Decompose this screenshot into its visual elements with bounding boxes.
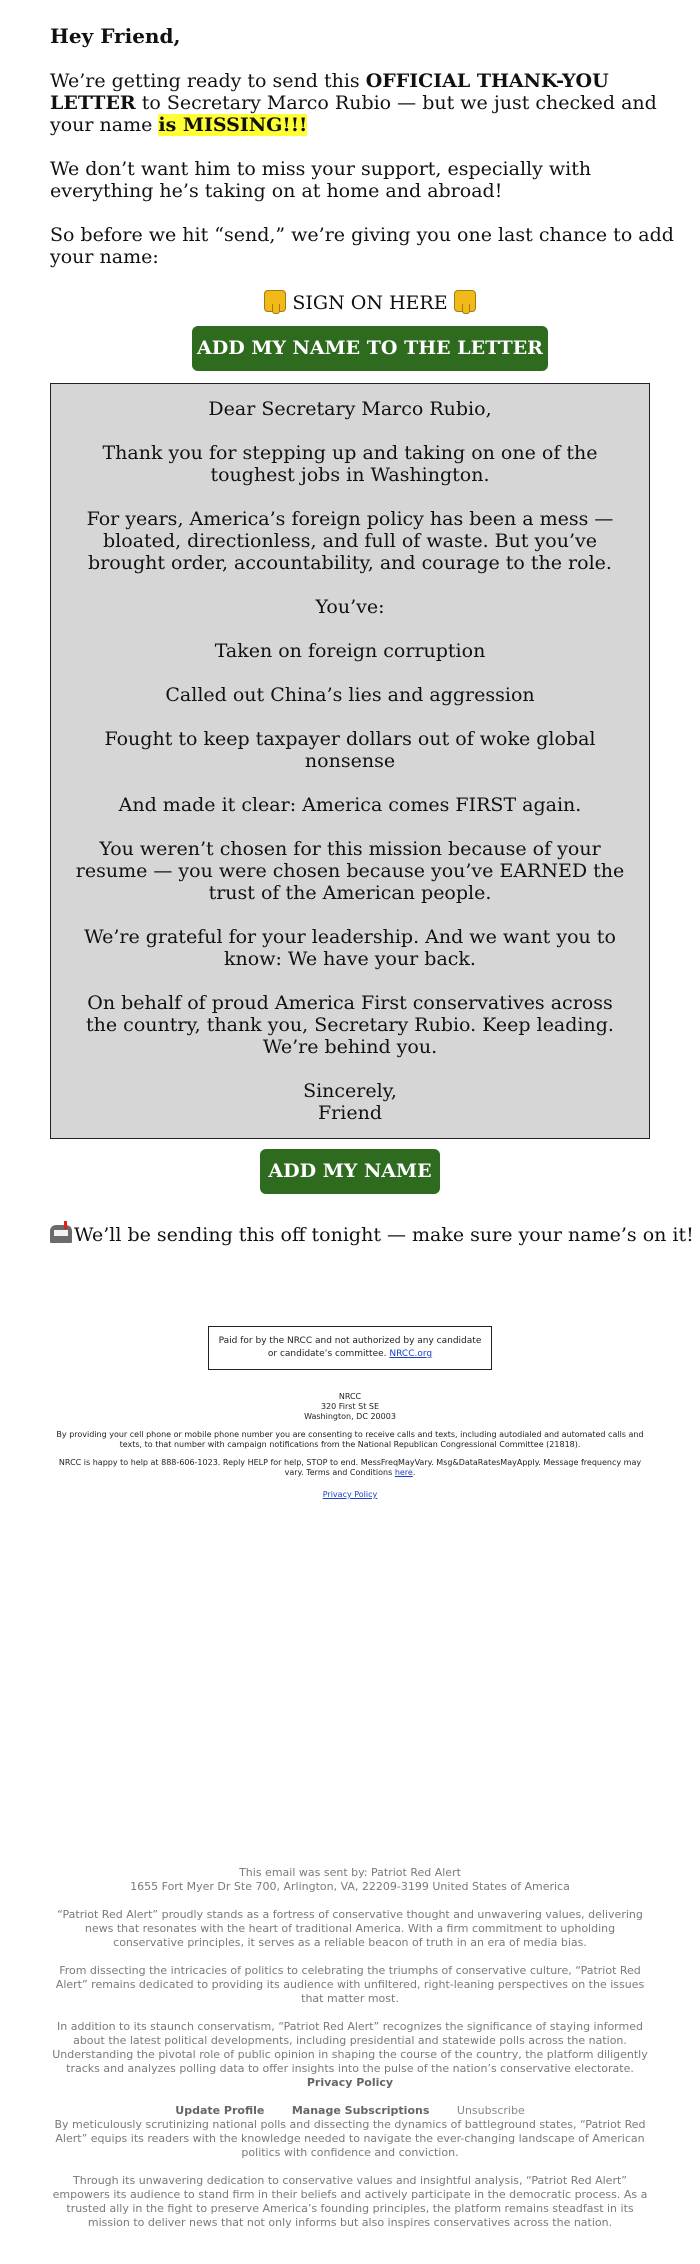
letter-paragraph: For years, America’s foreign policy has been a mess — bloated, directionless, and full of waste. But you’ve brought order, accountability, and courage to the role. [86, 508, 614, 574]
sent-by: This email was sent by: Patriot Red Alert [239, 1866, 461, 1879]
letter-closing: Sincerely, [303, 1080, 397, 1102]
nrcc-address: NRCC 320 First St SE Washington, DC 20003 [304, 1392, 396, 1421]
add-my-name-button[interactable]: ADD MY NAME [260, 1149, 440, 1194]
add-name-to-letter-button[interactable]: ADD MY NAME TO THE LETTER [192, 326, 548, 371]
pointing-down-hand-icon [454, 290, 476, 312]
footer [0, 1866, 700, 2230]
final-line: We’ll be sending this off tonight — make sure your name’s on it! [50, 1224, 700, 1246]
letter-paragraph: And made it clear: America comes FIRST again. [118, 794, 582, 816]
letter-paragraph: You’ve: [315, 596, 385, 618]
letter-paragraph: You weren’t chosen for this mission because of your resume — you were chosen because you’ve EARNED the trust of the American people. [75, 838, 625, 904]
letter-paragraph: We’re grateful for your leadership. And we want you to know: We have your back. [84, 926, 616, 970]
greeting: Hey Friend, [50, 24, 181, 48]
footer-paragraph: By meticulously scrutinizing national polls and dissecting the dynamics of battleground states, “Patriot Red Alert” equips its readers with the knowledge needed to navigate the ever-changing landscape of American politics with confidence and conviction. [54, 2118, 646, 2159]
help-text: NRCC is happy to help at 888-606-1023. Reply HELP for help, STOP to end. MessFreqMayVary. Msg&DataRatesMayApply. Message frequency may vary. Terms and Conditions here. [58, 1458, 642, 1477]
footer-links [50, 2104, 650, 2118]
sign-label: SIGN ON HERE [292, 292, 448, 314]
sign-on-here [50, 290, 690, 314]
missing-highlight: is MISSING!!! [158, 114, 308, 136]
pointing-down-hand-icon [264, 290, 286, 312]
letter-paragraph: Called out China’s lies and aggression [165, 684, 535, 706]
manage-subscriptions-link[interactable]: Manage Subscriptions [291, 2104, 430, 2117]
footer-privacy-policy[interactable]: Privacy Policy [306, 2076, 394, 2089]
footer-paragraph: Through its unwavering dedication to conservative values and insightful analysis, “Patriot Red Alert” empowers its audience to stand firm in their beliefs and actively participate in the democratic process. As a trusted ally in the fight to preserve America’s founding principles, the platform remains steadfast in its mission to deliver news that not only informs but also inspires conservatives across the nation. [52, 2174, 648, 2229]
update-profile-link[interactable]: Update Profile [175, 2104, 265, 2117]
letter-signature: Friend [318, 1102, 382, 1124]
terms-link[interactable]: here [394, 1468, 413, 1477]
nrcc-link[interactable]: NRCC.org [389, 1349, 433, 1359]
letter-paragraph: Thank you for stepping up and taking on one of the toughest jobs in Washington. [102, 442, 598, 486]
footer-paragraph: From dissecting the intricacies of politics to celebrating the triumphs of conservative culture, “Patriot Red Alert” remains dedicated to providing its audience with unfiltered, right-leaning perspectives on the issues that matter most. [55, 1964, 645, 2005]
mailbox-icon [50, 1225, 72, 1243]
footer-paragraph: In addition to its staunch conservatism, “Patriot Red Alert” recognizes the significance of staying informed about the latest political developments, including presidential and statewide polls across the nation. Understanding the pivotal role of public opinion in shaping the course of the country, the platform diligently tracks and analyzes polling data to offer insights into the pulse of the nation’s conservative electorate. [52, 2020, 648, 2075]
letter-name-emphasis: OFFICIAL THANK-YOU LETTER [50, 70, 609, 114]
privacy-policy-link[interactable]: Privacy Policy [322, 1490, 378, 1499]
consent-text: By providing your cell phone or mobile phone number you are consenting to receive calls and texts, including autodialed and automated calls and texts, to that number with campaign notifications from the National Republican Congressional Committee (21818). [56, 1430, 644, 1449]
support-paragraph: We don’t want him to miss your support, especially with everything he’s taking on at home and abroad! [50, 158, 592, 202]
footer-paragraph: “Patriot Red Alert” proudly stands as a fortress of conservative thought and unwavering values, delivering news that resonates with the heart of traditional America. With a firm commitment to upholding conservative principles, it serves as a reliable beacon of truth in an era of media bias. [57, 1908, 643, 1949]
footer-address: 1655 Fort Myer Dr Ste 700, Arlington, VA, 22209-3199 United States of America [130, 1880, 570, 1893]
letter-paragraph: Dear Secretary Marco Rubio, [208, 398, 492, 420]
thank-you-letter [50, 383, 650, 1139]
letter-signoff [75, 1080, 625, 1124]
intro-paragraph: We’re getting ready to send this OFFICIAL THANK-YOU LETTER to Secretary Marco Rubio — but we just checked and your name is MISSING!!! [50, 70, 657, 136]
paid-for-disclaimer: Paid for by the NRCC and not authorized by any candidate or candidate’s committee. NRCC.org [208, 1326, 492, 1370]
letter-paragraph: On behalf of proud America First conservatives across the country, thank you, Secretary Rubio. Keep leading. We’re behind you. [86, 992, 614, 1058]
email-body [50, 24, 690, 371]
letter-paragraph: Fought to keep taxpayer dollars out of woke global nonsense [104, 728, 596, 772]
last-chance-paragraph: So before we hit “send,” we’re giving you one last chance to add your name: [50, 224, 674, 268]
letter-paragraph: Taken on foreign corruption [214, 640, 486, 662]
unsubscribe-link[interactable]: Unsubscribe [456, 2104, 525, 2117]
